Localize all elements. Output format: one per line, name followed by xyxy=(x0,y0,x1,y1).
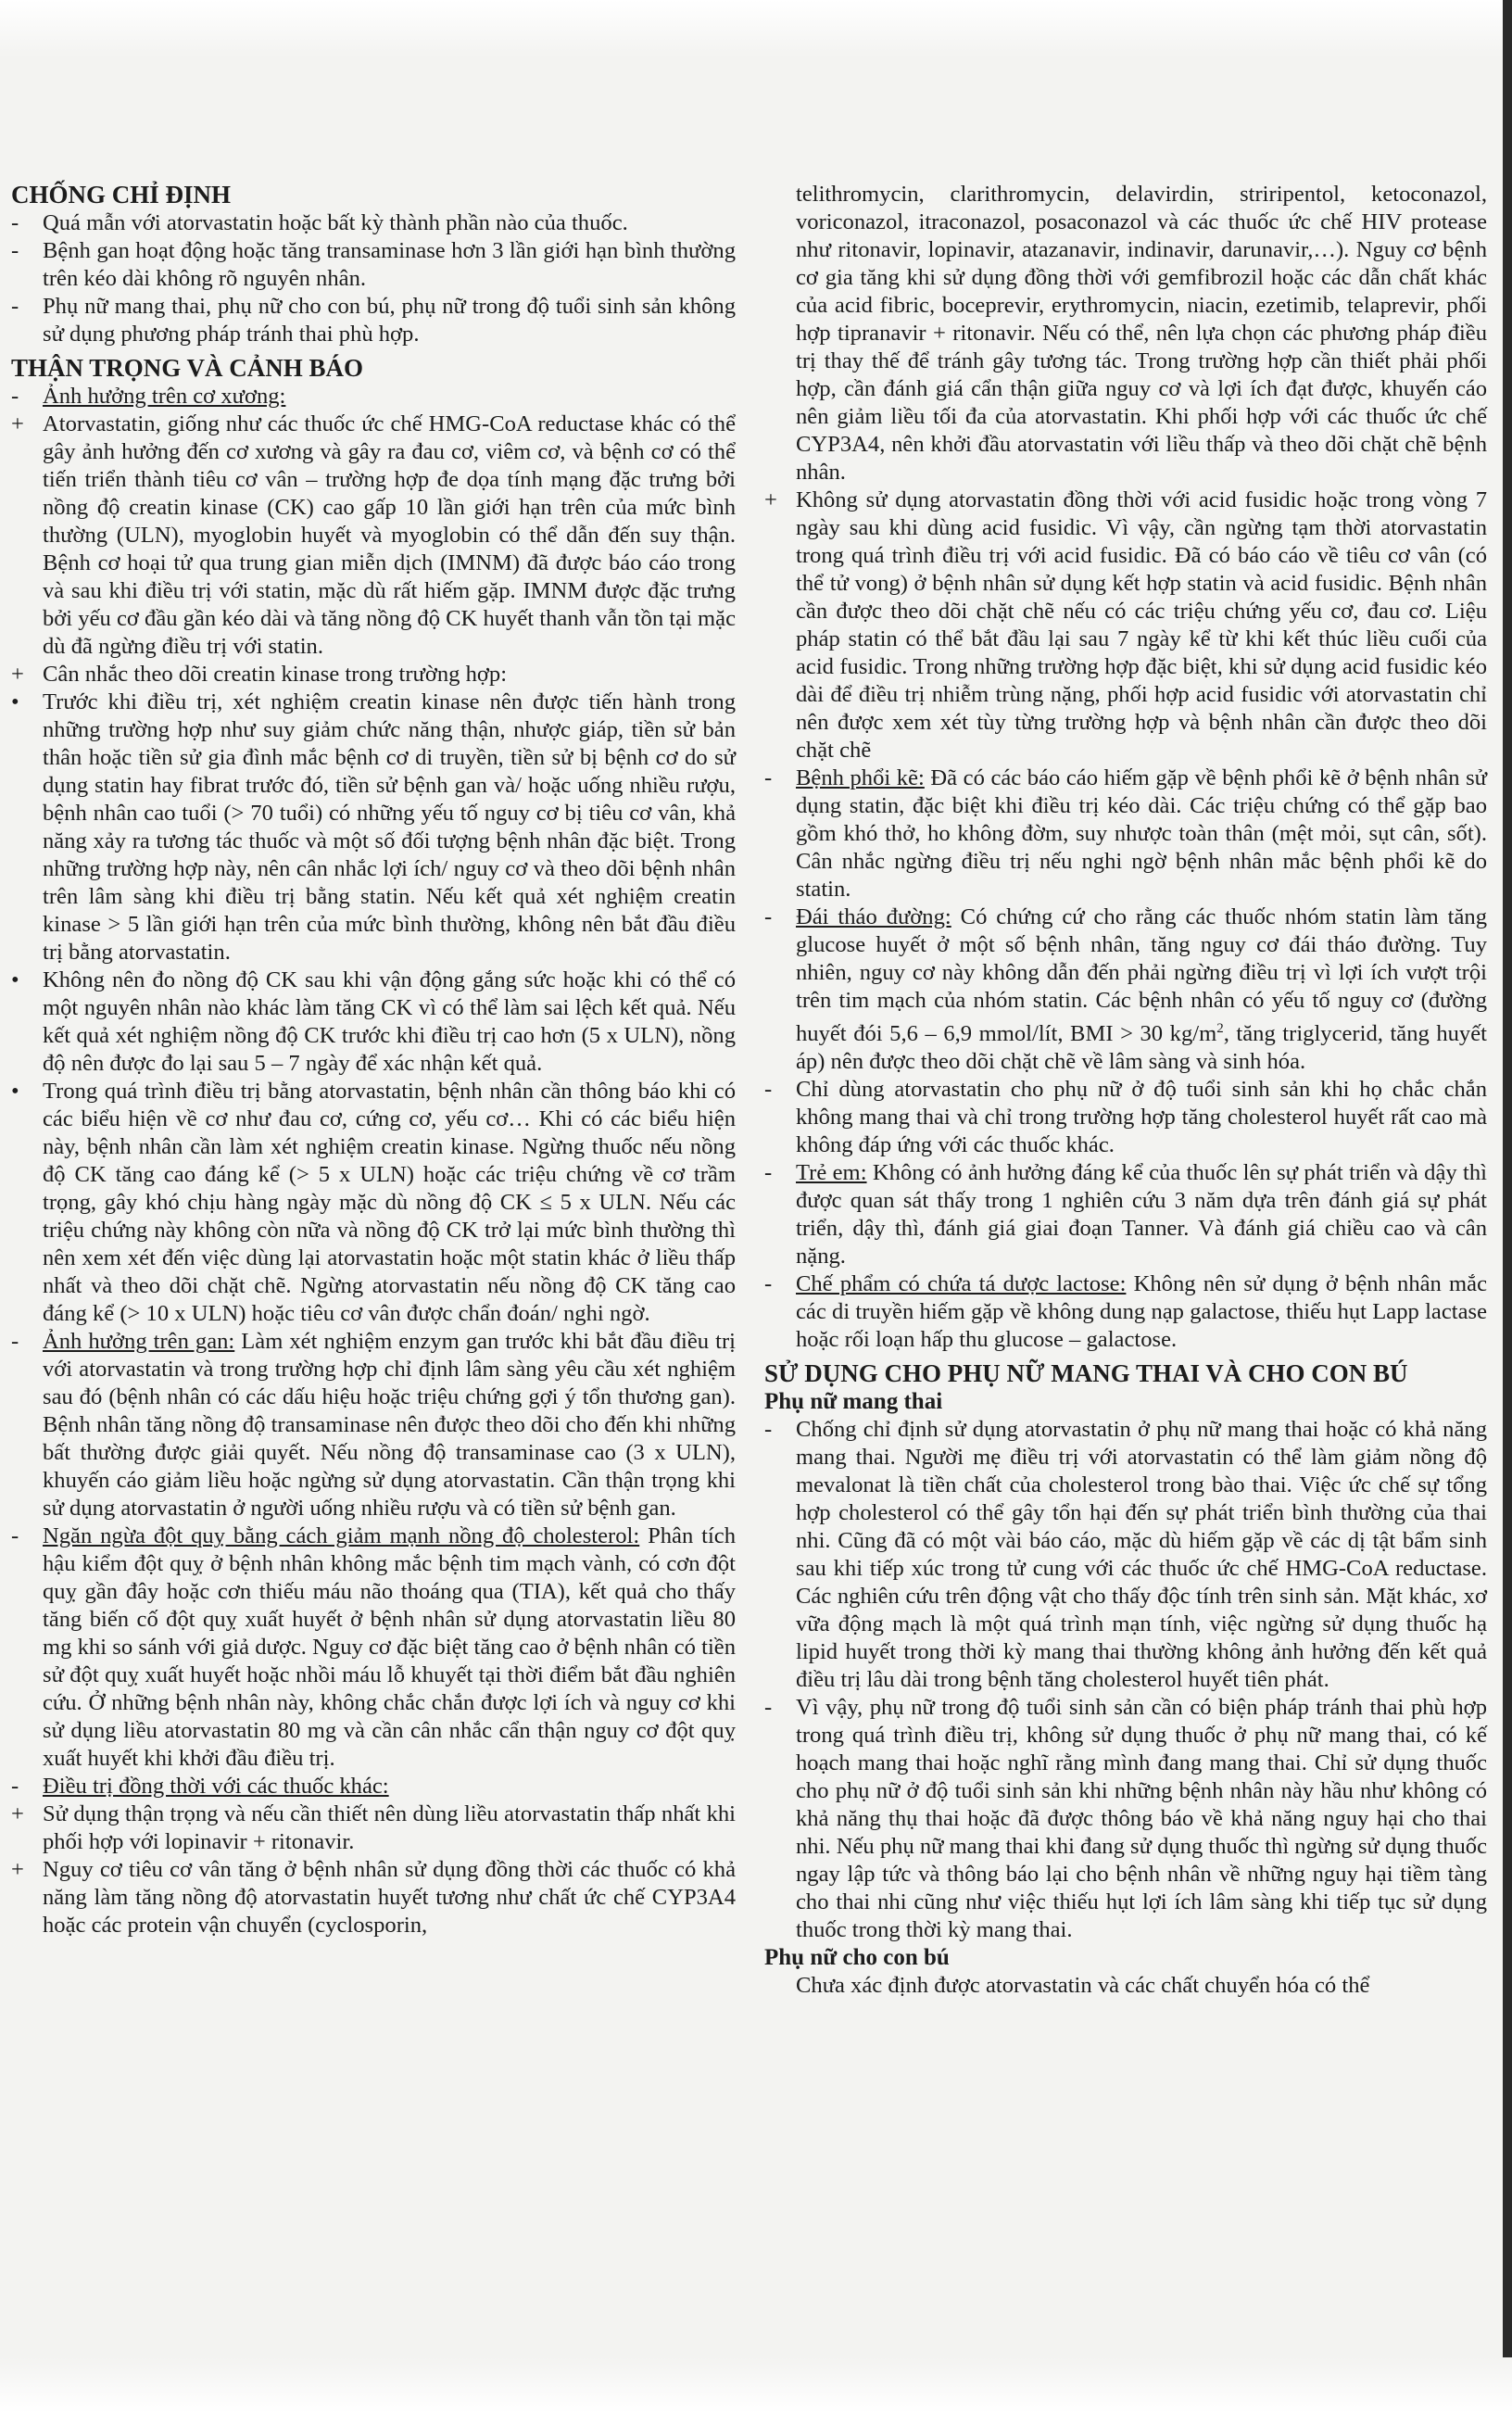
pregnancy-heading: SỬ DỤNG CHO PHỤ NỮ MANG THAI VÀ CHO CON BÚ xyxy=(764,1359,1408,1388)
concomitant-item: + Nguy cơ tiêu cơ vân tăng ở bệnh nhân sử dụng đồng thời các thuốc có khả năng làm tăng nồng độ atorvastatin huyết tương như chất ức chế CYP3A4 hoặc các protein vận chuyển (cyclosporin, xyxy=(11,1857,736,1938)
dash-marker: - xyxy=(11,210,19,235)
plus-marker: + xyxy=(764,487,777,512)
warnings-heading: THẬN TRỌNG VÀ CẢNH BÁO xyxy=(11,354,364,382)
bullet-marker: • xyxy=(11,1079,19,1104)
muscle-intro: + Atorvastatin, giống như các thuốc ức chế HMG-CoA reductase khác có thể gây ảnh hưởng đến cơ xương và gây ra đau cơ, viêm cơ, và bệnh cơ có thể tiến triển thành tiêu cơ vân – trường hợp đe dọa tính mạng đặc trưng bởi nồng độ creatin kinase (CK) cao gấp 10 lần giới hạn trên của mức bình thường (ULN), myoglobin huyết và myoglobin có thể dẫn đến suy thận. Bệnh cơ hoại tử qua trung gian miễn dịch (IMNM) đã được báo cáo trong và sau khi điều trị với statin, mặc dù rất hiếm gặp. IMNM được đặc trưng bởi yếu cơ đầu gần kéo dài và tăng nồng độ CK huyết thanh vẫn tồn tại mặc dù đã ngừng điều trị với statin. xyxy=(11,411,736,659)
contraindications-heading: CHỐNG CHỈ ĐỊNH xyxy=(11,181,232,208)
liver-item: - Ảnh hưởng trên gan: Làm xét nghiệm enzym gan trước khi bắt đầu điều trị với atorvastatin và trong trường hợp chỉ định lâm sàng yêu cầu xét nghiệm sau đó (bệnh nhân có các dấu hiệu hoặc triệu chứng gợi ý tổn thương gan). Bệnh nhân tăng nồng độ transaminase nên được theo dõi cho đến khi những bất thường được giải quyết. Nếu nồng độ transaminase cao (3 x ULN), khuyến cáo giảm liều hoặc ngừng sử dụng atorvastatin. Cần thận trọng khi sử dụng atorvastatin ở người uống nhiều rượu và có tiền sử bệnh gan. xyxy=(11,1329,736,1521)
dash-marker: - xyxy=(764,1160,773,1186)
scan-right-edge xyxy=(1503,0,1512,2413)
women-item: - Chỉ dùng atorvastatin cho phụ nữ ở độ tuổi sinh sản khi họ chắc chắn không mang thai và chỉ trong trường hợp tăng cholesterol huyết rất cao mà không đáp ứng với các thuốc khác. xyxy=(764,1077,1487,1158)
bullet-marker: • xyxy=(11,967,19,992)
lactose-item: - Chế phẩm có chứa tá dược lactose: Không nên sử dụng ở bệnh nhân mắc các di truyền hiếm gặp về không dung nạp galactose, thiếu hụt Lapp lactase hoặc rối loạn hấp thu glucose – galactose. xyxy=(764,1271,1487,1353)
ck-item: • Trong quá trình điều trị bằng atorvastatin, bệnh nhân cần thông báo khi có các biểu hiện về cơ như đau cơ, cứng cơ, yếu cơ… Khi có các biểu hiện này, bệnh nhân cần làm xét nghiệm creatin kinase. Ngừng thuốc nếu nồng độ CK tăng cao đáng kể (> 5 x ULN) hoặc các triệu chứng về cơ trầm trọng, gây khó chịu hàng ngày mặc dù nồng độ CK ≤ 5 x ULN. Nếu các triệu chứng này không còn nữa và nồng độ CK trở lại mức bình thường thì nên xem xét đến việc dùng lại atorvastatin hoặc một statin khác ở liều thấp nhất và theo dõi chặt chẽ. Ngừng atorvastatin nếu nồng độ CK tăng cao đáng kể (> 10 x ULN) hoặc tiêu cơ vân được chẩn đoán/ nghi ngờ. xyxy=(11,1079,736,1326)
ck-title: + Cân nhắc theo dõi creatin kinase trong trường hợp: xyxy=(11,662,508,687)
contraindication-item: - Phụ nữ mang thai, phụ nữ cho con bú, phụ nữ trong độ tuổi sinh sản không sử dụng phương pháp tránh thai phù hợp. xyxy=(11,294,736,347)
concomitant-title: - Điều trị đồng thời với các thuốc khác: xyxy=(11,1774,389,1799)
bullet-marker: • xyxy=(11,689,19,714)
dash-marker: - xyxy=(11,238,19,263)
dash-marker: - xyxy=(764,1271,773,1297)
scan-top-margin xyxy=(0,0,1512,57)
stroke-item: - Ngăn ngừa đột quỵ bằng cách giảm mạnh nồng độ cholesterol: Phân tích hậu kiểm đột quỵ ở bệnh nhân không mắc bệnh tim mạch vành, có cơn đột quỵ gần đây hoặc cơn thiếu máu não thoáng qua (TIA), kết quả cho thấy tăng biến cố đột quỵ xuất huyết ở bệnh nhân sử dụng atorvastatin liều 80 mg khi so sánh với giả dược. Nguy cơ đặc biệt tăng cao ở bệnh nhân có tiền sử đột quỵ xuất huyết hoặc nhồi máu lỗ khuyết tại thời điểm bắt đầu nghiên cứu. Ở những bệnh nhân này, không chắc chắn được lợi ích và nguy cơ khi sử dụng liều atorvastatin 80 mg và cần cân nhắc cẩn thận nguy cơ đột quỵ xuất huyết khi khởi đầu điều trị. xyxy=(11,1523,736,1771)
dash-marker: - xyxy=(11,1523,19,1548)
pregnant-item: - Chống chỉ định sử dụng atorvastatin ở phụ nữ mang thai hoặc có khả năng mang thai. Người mẹ điều trị với atorvastatin có thể làm giảm nồng độ mevalonat là tiền chất của cholesterol trong bào thai. Việc ức chế sự tổng hợp cholesterol có thể gây tổn hại đến sự phát triển bình thường của thai nhi. Cũng đã có một vài báo cáo, mặc dù hiếm gặp về các dị tật bẩm sinh sau khi tiếp xúc trong tử cung với các thuốc ức chế HMG-CoA reductase. Các nghiên cứu trên động vật cho thấy độc tính trên sinh sản. Mặt khác, xơ vữa động mạch là một quá trình mạn tính, việc ngừng sử dụng thuốc hạ lipid huyết trong thời kỳ mang thai thường không ảnh hưởng đến kết quả điều trị lâu dài trong bệnh tăng cholesterol huyết tiên phát. xyxy=(764,1417,1487,1693)
concomitant-item: + Sử dụng thận trọng và nếu cần thiết nên dùng liều atorvastatin thấp nhất khi phối hợp với lopinavir + ritonavir. xyxy=(11,1801,736,1854)
plus-marker: + xyxy=(11,411,24,436)
children-item: - Trẻ em: Không có ảnh hưởng đáng kể của thuốc lên sự phát triển và dậy thì được quan sát thấy trong 1 nghiên cứu 3 năm dựa trên đánh giá sự phát triển, dậy thì, đánh giá giai đoạn Tanner. Và đánh giá chiều cao và cân nặng. xyxy=(764,1160,1487,1270)
right-column xyxy=(764,181,1487,2000)
pregnant-item: - Vì vậy, phụ nữ trong độ tuổi sinh sản cần có biện pháp tránh thai phù hợp trong quá trình điều trị, không sử dụng thuốc ở phụ nữ mang thai, có kế hoạch mang thai hoặc nghĩ rằng mình đang mang thai. Chỉ sử dụng thuốc cho phụ nữ ở độ tuổi sinh sản khi những bệnh nhân này hầu như không có khả năng thụ thai hoặc đã được thông báo về khả năng nguy hại cho thai nhi. Nếu phụ nữ mang thai khi đang sử dụng thuốc thì ngừng sử dụng thuốc ngay lập tức và thông báo lại cho bệnh nhân về những nguy hại tiềm tàng cho thai nhi cũng như việc thiếu hụt lợi ích lâm sàng khi tiếp tục sử dụng thuốc trong thời kỳ mang thai. xyxy=(764,1695,1487,1943)
dash-marker: - xyxy=(11,1774,19,1799)
dash-marker: - xyxy=(764,1077,773,1103)
lactating-subheading: Phụ nữ cho con bú xyxy=(764,1945,950,1971)
lactating-text: Chưa xác định được atorvastatin và các chất chuyển hóa có thể xyxy=(796,1973,1370,1999)
muscle-title: - Ảnh hưởng trên cơ xương: xyxy=(11,384,286,409)
left-column xyxy=(11,181,736,1939)
ck-item: • Trước khi điều trị, xét nghiệm creatin kinase nên được tiến hành trong những trường hợp như suy giảm chức năng thận, nhược giáp, tiền sử bản thân hoặc tiền sử gia đình mắc bệnh cơ di truyền, tiền sử bị bệnh cơ do sử dụng statin hay fibrat trước đó, tiền sử bệnh gan và/ hoặc uống nhiều rượu, bệnh nhân cao tuổi (> 70 tuổi) có những yếu tố nguy cơ bị tiêu cơ vân, khả năng xảy ra tương tác thuốc và một số đối tượng bệnh nhân đặc biệt. Trong những trường hợp này, nên cân nhắc lợi ích/ nguy cơ và theo dõi bệnh nhân trên lâm sàng khi điều trị bằng statin. Nếu kết quả xét nghiệm creatin kinase > 5 lần giới hạn trên của mức bình thường, không nên bắt đầu điều trị bằng atorvastatin. xyxy=(11,689,736,965)
lung-item: - Bệnh phổi kẽ: Đã có các báo cáo hiếm gặp về bệnh phổi kẽ ở bệnh nhân sử dụng statin, đặc biệt khi điều trị kéo dài. Các triệu chứng có thể gặp bao gồm khó thở, ho không đờm, suy nhược toàn thân (mệt mỏi, sụt cân, sốt). Cân nhắc ngừng điều trị nếu nghi ngờ bệnh nhân mắc bệnh phổi kẽ do statin. xyxy=(764,765,1487,902)
scan-bottom-margin xyxy=(0,2357,1512,2413)
diabetes-item: - Đái tháo đường: Có chứng cứ cho rằng các thuốc nhóm statin làm tăng glucose huyết ở một số bệnh nhân, tăng nguy cơ đái tháo đường. Tuy nhiên, nguy cơ này không dẫn đến phải ngừng điều trị vì lợi ích vượt trội trên tim mạch của nhóm statin. Các bệnh nhân có yếu tố nguy cơ (đường huyết đói 5,6 – 6,9 mmol/lít, BMI > 30 $kg/m^2$, tăng triglycerid, tăng huyết áp) nên được theo dõi chặt chẽ về lâm sàng và sinh hóa. xyxy=(764,904,1487,1075)
dash-marker: - xyxy=(764,904,773,929)
continuation-paragraph: telithromycin, clarithromycin, delavirdin, striripentol, ketoconazol, voriconazol, itraconazol, posaconazol và các thuốc ức chế HIV protease như ritonavir, lopinavir, atazanavir, indinavir, darunavir,…). Nguy cơ bệnh cơ gia tăng khi sử dụng đồng thời với gemfibrozil hoặc các dẫn chất khác của acid fibric, boceprevir, erythromycin, niacin, ezetimib, telaprevir, phối hợp tipranavir + ritonavir. Nếu có thể, nên lựa chọn các phương pháp điều trị thay thế để tránh gây tương tác. Trong trường hợp cần thiết phải phối hợp, cần đánh giá cẩn thận giữa nguy cơ và lợi ích đạt được, khuyến cáo nên giảm liều tối đa của atorvastatin. Khi phối hợp với các thuốc ức chế CYP3A4, nên khởi đầu atorvastatin với liều thấp và theo dõi chặt chẽ bệnh nhân. xyxy=(796,182,1487,485)
dash-marker: - xyxy=(764,1417,773,1443)
ck-item: • Không nên đo nồng độ CK sau khi vận động gắng sức hoặc khi có thể có một nguyên nhân nào khác làm tăng CK vì có thể làm sai lệch kết quả. Nếu kết quả xét nghiệm nồng độ CK trước khi điều trị cao hơn (5 x ULN), nồng độ nên được đo lại sau 5 – 7 ngày để xác nhận kết quả. xyxy=(11,967,736,1076)
dash-marker: - xyxy=(764,1695,773,1721)
dash-marker: - xyxy=(11,1329,19,1354)
dash-marker: - xyxy=(11,294,19,319)
dash-marker: - xyxy=(11,384,19,409)
dash-marker: - xyxy=(764,765,773,790)
plus-marker: + xyxy=(11,662,24,687)
plus-marker: + xyxy=(11,1801,24,1826)
pregnant-subheading: Phụ nữ mang thai xyxy=(764,1389,943,1415)
plus-marker: + xyxy=(11,1857,24,1882)
contraindication-item: - Quá mẫn với atorvastatin hoặc bất kỳ thành phần nào của thuốc. xyxy=(11,210,628,235)
fusidic-item: + Không sử dụng atorvastatin đồng thời với acid fusidic hoặc trong vòng 7 ngày sau khi dùng acid fusidic. Vì vậy, cần ngừng tạm thời atorvastatin trong quá trình điều trị với acid fusidic. Đã có báo cáo về tiêu cơ vân (có thể tử vong) ở bệnh nhân sử dụng kết hợp statin và acid fusidic. Bệnh nhân cần được theo dõi chặt chẽ nếu có các triệu chứng yếu cơ, đau cơ. Liệu pháp statin có thể bắt đầu lại sau 7 ngày kể từ khi kết thúc liều cuối của acid fusidic. Trong những trường hợp đặc biệt, khi sử dụng acid fusidic kéo dài để điều trị nhiễm trùng nặng, phối hợp acid fusidic với atorvastatin chỉ nên được xem xét tùy từng trường hợp và bệnh nhân cần được theo dõi chặt chẽ xyxy=(764,487,1487,763)
contraindication-item: - Bệnh gan hoạt động hoặc tăng transaminase hơn 3 lần giới hạn bình thường trên kéo dài không rõ nguyên nhân. xyxy=(11,238,736,291)
